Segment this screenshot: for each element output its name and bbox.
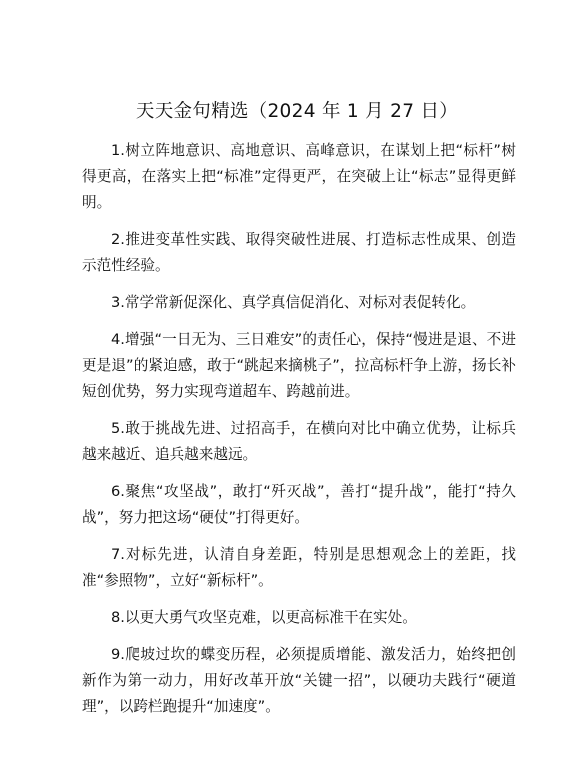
paragraph-7: 7.对标先进，认清自身差距，特别是思想观念上的差距，找准“参照物”，立好“新标杆”。 bbox=[82, 546, 516, 589]
paragraph-1: 1.树立阵地意识、高地意识、高峰意识，在谋划上把“标杆”树得更高，在落实上把“标准”定得更严，在突破上让“标志”显得更鲜明。 bbox=[82, 142, 516, 211]
paragraph-2: 2.推进变革性实践、取得突破性进展、打造标志性成果、创造示范性经验。 bbox=[82, 231, 516, 274]
paragraph-3: 3.常学常新促深化、真学真信促消化、对标对表促转化。 bbox=[111, 294, 476, 311]
document-title: 天天金句精选（2024 年 1 月 27 日） bbox=[135, 101, 459, 122]
paragraph-9: 9.爬坡过坎的蝶变历程，必须提质增能、激发活力，始终把创新作为第一动力，用好改革开放“关键一招”，以硬功夫践行“硬道理”，以跨栏跑提升“加速度”。 bbox=[82, 646, 516, 715]
paragraph-6: 6.聚焦“攻坚战”，敢打“歼灭战”，善打“提升战”，能打“持久战”，努力把这场“硬仗”打得更好。 bbox=[82, 483, 516, 526]
paragraph-5: 5.敢于挑战先进、过招高手，在横向对比中确立优势，让标兵越来越近、追兵越来越远。 bbox=[82, 420, 516, 463]
paragraph-4: 4.增强“一日无为、三日难安”的责任心，保持“慢进是退、不进更是退”的紧迫感，敢于“跳起来摘桃子”，拉高标杆争上游，扬长补短创优势，努力实现弯道超车、跨越前进。 bbox=[82, 331, 516, 400]
paragraph-8: 8.以更大勇气攻坚克难，以更高标准干在实处。 bbox=[111, 609, 417, 626]
